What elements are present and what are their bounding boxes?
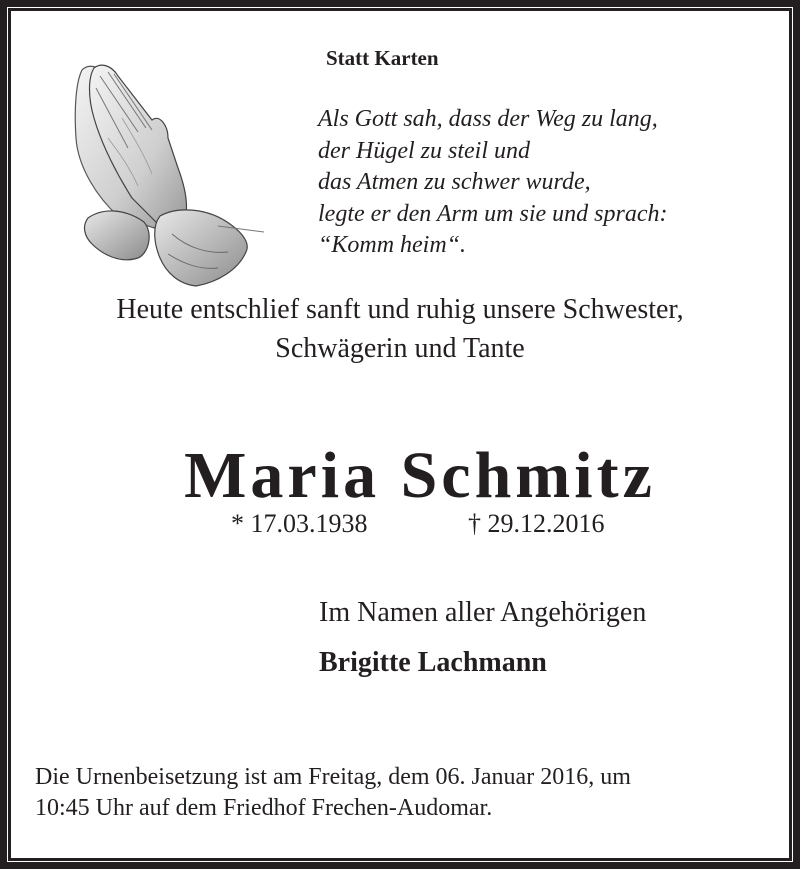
statt-karten-heading: Statt Karten [326,46,439,70]
burial-notice [35,762,631,824]
poem-line: “Komm heim“. [318,232,467,258]
poem-line: das Atmen zu schwer wurde, [318,169,591,195]
poem-line: legte er den Arm um sie und sprach: [318,200,668,227]
signer-name: Brigitte Lachmann [319,647,547,678]
on-behalf-text: Im Namen aller Angehörigen [319,597,647,628]
poem [318,104,668,262]
intro-line: Schwägerin und Tante [275,333,525,364]
poem-line: der Hügel zu steil und [318,137,530,164]
praying-hands-icon [68,58,268,288]
birth-date: * 17.03.1938 [231,509,368,538]
burial-line: 10:45 Uhr auf dem Friedhof Frechen-Audomar. [35,795,493,821]
intro-text [0,290,800,368]
death-date: † 29.12.2016 [468,509,605,538]
deceased-name: Maria Schmitz [184,439,656,512]
burial-line: Die Urnenbeisetzung ist am Freitag, dem 06. Januar 2016, um [35,764,631,790]
poem-line: Als Gott sah, dass der Weg zu lang, [318,106,658,132]
intro-line: Heute entschlief sanft und ruhig unsere Schwester, [116,294,684,325]
